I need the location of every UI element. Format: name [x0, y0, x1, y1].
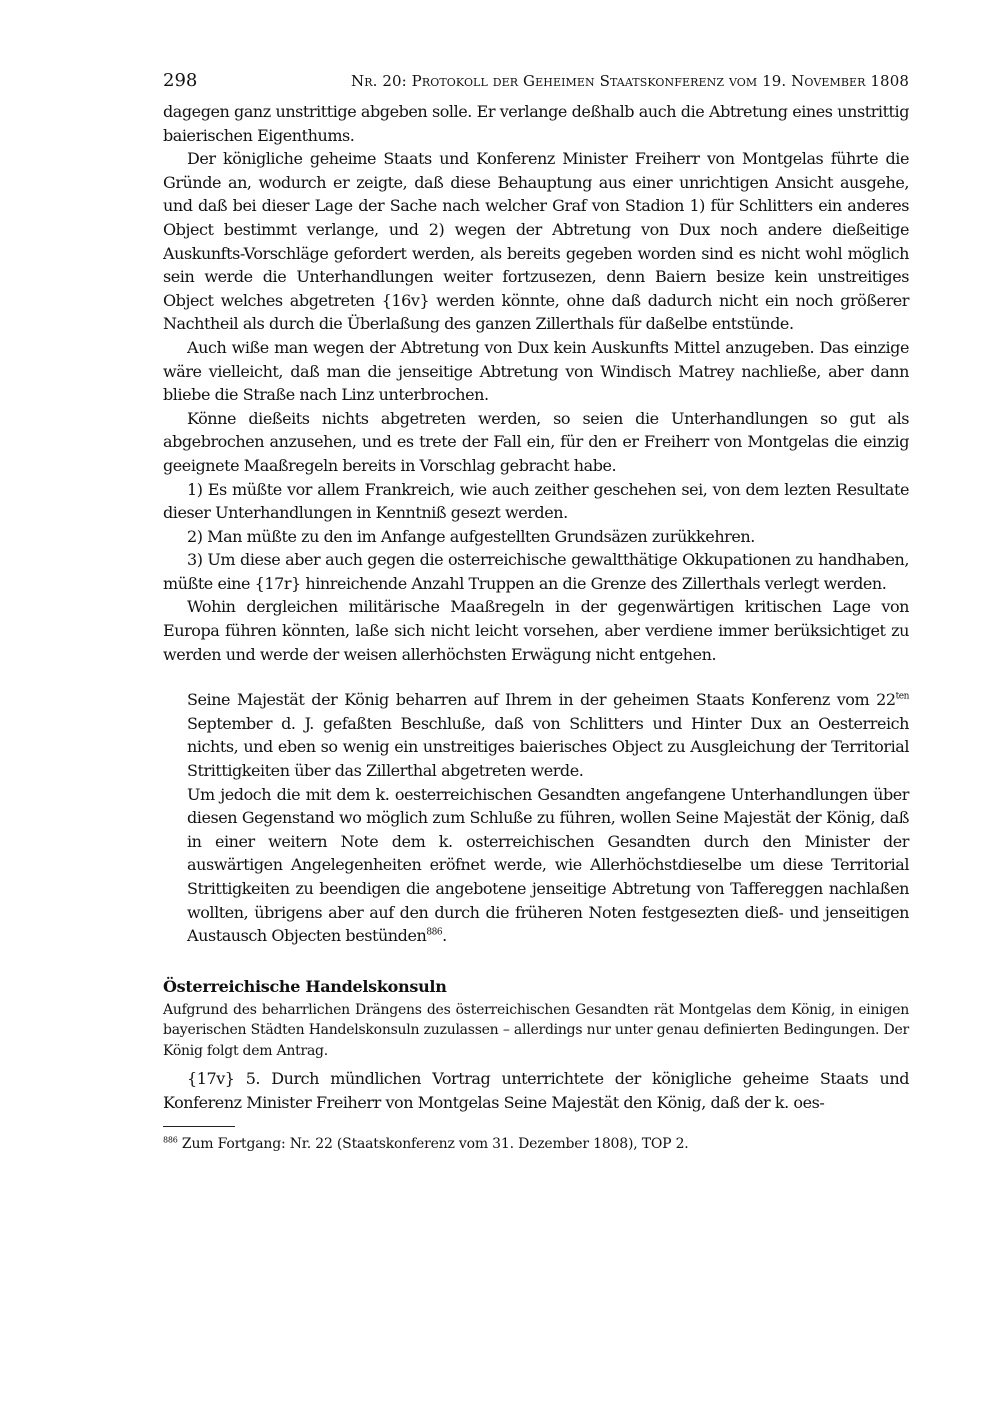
resolution-text: Seine Majestät der König beharren auf Ihrem in der geheimen Staats Konferenz vom 22	[187, 690, 896, 710]
running-header	[163, 70, 909, 92]
footnote-text: Zum Fortgang: Nr. 22 (Staatskonferenz vom 31. Dezember 1808), TOP 2.	[177, 1136, 689, 1153]
resolution-text: Um jedoch die mit dem k. oesterreichischen Gesandten angefangene Unterhandlungen über diesen Gegenstand wo möglich zum Schluße zu führen, wollen Seine Majestät der König, daß in einer weitern Note dem k. osterreichischen Gesandten durch den Minister der auswärtigen Angelegenheiten eröfnet werde, wie Allerhöchstdieselbe um diese Territorial Strittigkeiten zu beendigen die angebotene jenseitige Abtretung von Taffereggen nachlaßen wollten, übrigens aber auf den durch die früheren Noten festgesezten dieß- und jenseitigen Austausch Objecten bestünden	[187, 784, 909, 946]
paragraph: dagegen ganz unstrittige abgeben solle. Er verlange deßhalb auch die Abtretung eines unstrittig baierischen Eigenthums.	[163, 102, 909, 145]
footnote-divider	[163, 1126, 235, 1127]
paragraph: 1) Es müßte vor allem Frankreich, wie auch zeither geschehen sei, von dem lezten Resultate dieser Unterhandlungen in Kenntniß gesezt werden.	[163, 479, 909, 523]
paragraph: Der königliche geheime Staats und Konferenz Minister Freiherr von Montgelas führte die Gründe an, wodurch er zeigte, daß diese Behauptung aus einer unrichtigen Ansicht ausgehe, und daß bei dieser Lage der Sache nach welcher Graf von Stadion 1) für Schlitters ein anderes Object bestimmt verlange, und 2) wegen der Abtretung von Dux noch andere dießeitige Auskunfts-Vorschläge gefordert werden, als bereits gegeben worden sind es nicht wohl möglich sein werde die Unterhandlungen weiter fortzusezen, denn Baiern besize kein unstreitiges Object welches abgetreten {16v} werden könnte, ohne daß dadurch nicht ein noch größerer Nachtheil als durch die Überlaßung des ganzen Zillerthals für daßelbe entstünde.	[163, 149, 909, 334]
section-heading: Österreichische Handelskonsuln	[163, 976, 447, 996]
footnote-marker: 886	[163, 1135, 178, 1145]
paragraph: Wohin dergleichen militärische Maaßregeln in der gegenwärtigen kritischen Lage von Europa führen könnten, laße sich nicht leicht vorsehen, aber verdiene immer berüksichtiget zu werden und werde der weisen allerhöchsten Erwägung nicht entgehen.	[163, 597, 909, 664]
section-body	[163, 1067, 909, 1114]
page-number: 298	[163, 70, 198, 91]
paragraph: 2) Man müßte zu den im Anfange aufgestellten Grundsäzen zurükkehren.	[187, 526, 755, 546]
footnote-reference[interactable]: 886	[426, 927, 443, 938]
resolution-paragraph	[187, 688, 909, 782]
royal-resolution	[187, 688, 909, 948]
ordinal-superscript: ten	[895, 691, 909, 702]
paragraph: {17v} 5. Durch mündlichen Vortrag unterrichtete der königliche geheime Staats und Konferenz Minister Freiherr von Montgelas Seine Majestät den König, daß der k. oes-	[163, 1069, 909, 1112]
running-title: Nr. 20: Protokoll der Geheimen Staatskonferenz vom 19. November 1808	[351, 72, 909, 90]
resolution-period: .	[442, 926, 447, 946]
resolution-text: September d. J. gefaßten Beschluße, daß von Schlitters und Hinter Dux an Oesterreich nichts, und eben so wenig ein unstreitiges baierisches Object zu Ausgleichung der Territorial Strittigkeiten über das Zillerthal abgetreten werde.	[187, 713, 909, 781]
protocol-body	[163, 100, 909, 666]
footnote	[163, 1135, 909, 1154]
section-abstract: Aufgrund des beharrlichen Drängens des österreichischen Gesandten rät Montgelas dem König, in einigen bayerischen Städten Handelskonsuln zuzulassen – allerdings nur unter genau definierten Bedingungen. Der König folgt dem Antrag.	[163, 1001, 909, 1059]
paragraph: 3) Um diese aber auch gegen die osterreichische gewaltthätige Okkupationen zu handhaben, müßte eine {17r} hinreichende Anzahl Truppen an die Grenze des Zillerthals verlegt werden.	[163, 550, 909, 593]
paragraph: Auch wiße man wegen der Abtretung von Dux kein Auskunfts Mittel anzugeben. Das einzige wäre vielleicht, daß man die jenseitige Abtretung von Windisch Matrey nachließe, aber dann bliebe die Straße nach Linz unterbrochen.	[163, 337, 909, 405]
paragraph: Könne dießeits nichts abgetreten werden, so seien die Unterhandlungen so gut als abgebrochen anzusehen, und es trete der Fall ein, für den er Freiherr von Montgelas die einzig geeignete Maaßregeln bereits in Vorschlag gebracht habe.	[163, 408, 909, 475]
resolution-paragraph	[187, 783, 909, 948]
document-page	[163, 70, 909, 1154]
